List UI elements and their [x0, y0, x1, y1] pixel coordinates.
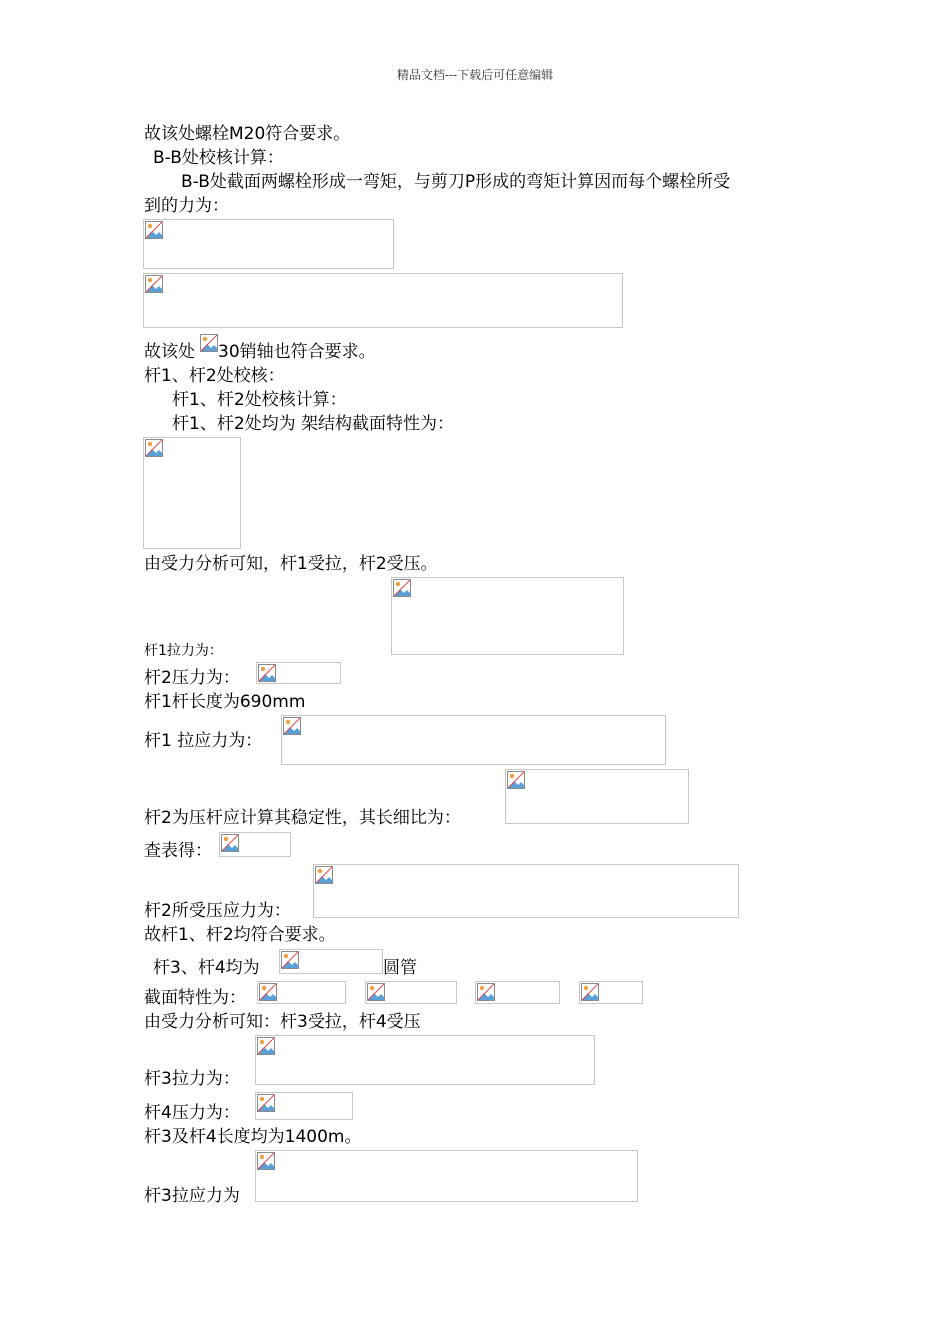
section-image — [143, 437, 241, 549]
formula-image — [143, 219, 394, 269]
text-line: 杆1、杆2处均为 架结构截面特性为： — [172, 414, 455, 434]
text-line: 杆1拉力为： — [144, 643, 223, 659]
formula-image — [219, 832, 291, 857]
text-line: 故该处螺栓M20符合要求。 — [144, 124, 351, 144]
text-line: 杆4压力为： — [144, 1103, 240, 1123]
text-line: 杆2压力为： — [144, 668, 240, 688]
broken-image-icon — [367, 983, 385, 1001]
text-line: 查表得： — [144, 841, 212, 861]
broken-image-icon — [283, 717, 301, 735]
text-line: 杆1杆长度为690mm — [144, 692, 306, 712]
text-line: 故杆1、杆2均符合要求。 — [144, 925, 336, 945]
formula-image — [281, 715, 666, 765]
text-line: 杆2所受压应力为： — [144, 901, 291, 921]
broken-image-icon — [477, 983, 495, 1001]
broken-image-icon — [393, 579, 411, 597]
broken-image-icon — [145, 439, 163, 457]
formula-image — [505, 769, 689, 824]
text-line: 杆2为压杆应计算其稳定性，其长细比为： — [144, 808, 461, 828]
broken-image-icon — [507, 771, 525, 789]
formula-image — [313, 864, 739, 918]
formula-image — [143, 273, 623, 328]
text-line: 由受力分析可知，杆1受拉，杆2受压。 — [144, 554, 438, 574]
text-line: 到的力为： — [144, 196, 229, 216]
text-line: 故该处 — [144, 342, 195, 362]
broken-image-icon — [258, 664, 276, 682]
formula-image — [279, 949, 383, 974]
broken-image-icon — [221, 834, 239, 852]
formula-image — [257, 981, 346, 1004]
broken-image-icon — [257, 1094, 275, 1112]
broken-image-icon — [145, 221, 163, 239]
formula-image — [475, 981, 560, 1004]
section-heading: 杆1、杆2处校核： — [144, 366, 285, 386]
formula-image — [255, 1035, 595, 1085]
formula-image — [256, 662, 341, 684]
broken-image-icon — [281, 951, 299, 969]
text-line: 杆3拉力为： — [144, 1069, 240, 1089]
broken-image-icon — [259, 983, 277, 1001]
text-line: B-B处截面两螺栓形成一弯矩，与剪刀P形成的弯矩计算因而每个螺栓所受 — [181, 172, 731, 192]
broken-image-icon — [257, 1152, 275, 1170]
page-header: 精品文档---下载后可任意编辑 — [396, 68, 554, 82]
formula-image — [255, 1092, 353, 1120]
text-line: 杆3及杆4长度均为1400m。 — [144, 1127, 362, 1147]
formula-image — [391, 577, 624, 655]
broken-image-icon — [581, 983, 599, 1001]
formula-image — [579, 981, 643, 1004]
text-line: 30销轴也符合要求。 — [218, 342, 376, 362]
broken-image-icon — [145, 275, 163, 293]
text-line: 圆管 — [383, 958, 417, 978]
formula-image — [255, 1150, 638, 1202]
text-line: 杆3拉应力为 — [144, 1186, 240, 1206]
text-line: 杆1、杆2处校核计算： — [172, 390, 347, 410]
broken-image-icon — [257, 1037, 275, 1055]
text-line: 杆3、杆4均为 — [153, 958, 260, 978]
formula-image — [365, 981, 457, 1004]
text-line: 截面特性为： — [144, 988, 246, 1008]
text-line: 杆1 拉应力为： — [144, 731, 263, 751]
text-line: 由受力分析可知：杆3受拉，杆4受压 — [144, 1012, 421, 1032]
broken-image-icon — [200, 334, 218, 352]
broken-image-icon — [315, 866, 333, 884]
section-heading: B-B处校核计算： — [153, 148, 284, 168]
